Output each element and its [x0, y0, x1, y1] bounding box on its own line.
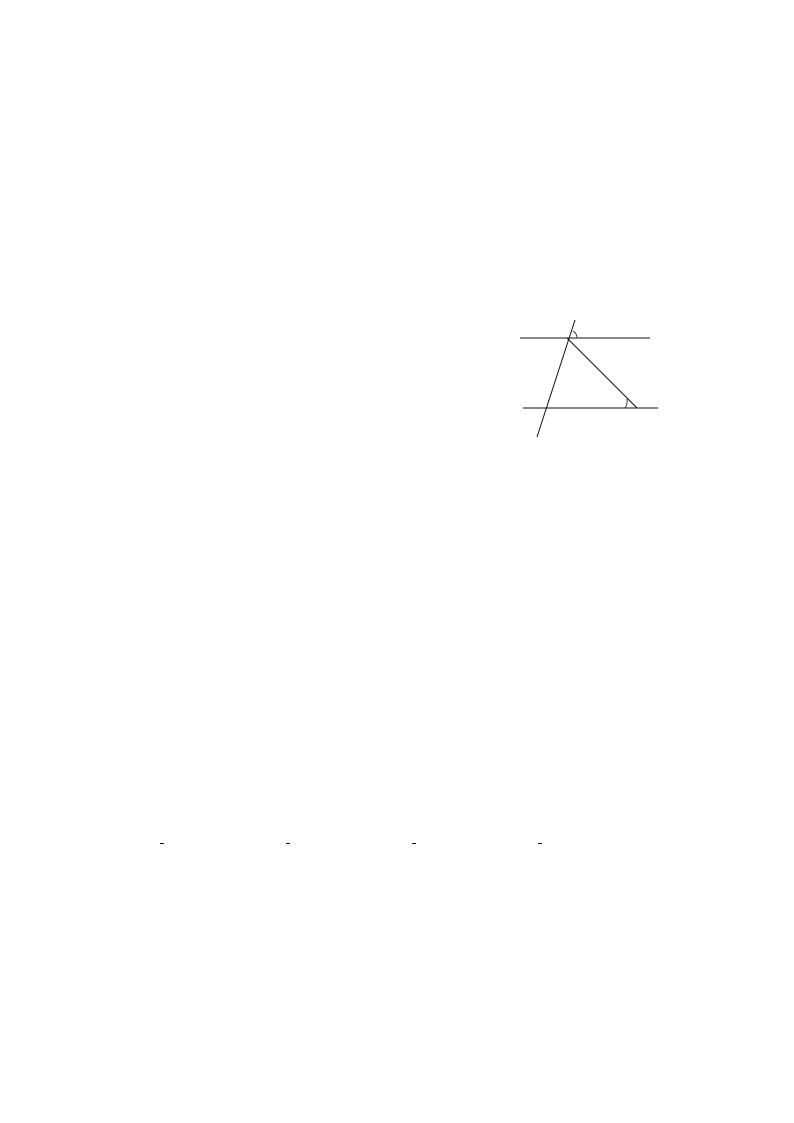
numerator	[538, 843, 542, 844]
question-2-options	[0, 190, 794, 208]
chart-group-a	[170, 600, 390, 745]
question-8-options	[0, 836, 794, 864]
question-5	[0, 313, 794, 331]
question-3	[0, 209, 794, 227]
question-8-line2	[0, 808, 794, 826]
question-8	[0, 788, 794, 806]
question-3-options	[0, 231, 794, 249]
numerator	[412, 843, 416, 844]
question-9	[0, 870, 794, 888]
chart-group-b	[400, 600, 620, 745]
angle-2-arc	[573, 331, 577, 338]
numerator	[160, 843, 164, 844]
segment-ad	[567, 338, 637, 408]
fraction-a	[160, 843, 164, 844]
fraction-c	[412, 843, 416, 844]
question-1-options	[0, 149, 794, 167]
figure-parallel-lines	[515, 315, 665, 445]
question-2	[0, 168, 794, 186]
question-4-options-row2	[0, 293, 794, 311]
option-c	[412, 836, 416, 850]
question-7	[0, 564, 794, 582]
question-6	[0, 459, 794, 477]
option-b	[286, 836, 290, 850]
angle-1-arc	[625, 399, 627, 408]
option-d	[538, 836, 542, 850]
question-4	[0, 250, 794, 268]
option-a	[160, 836, 164, 850]
fraction-b	[286, 843, 290, 844]
numerator	[286, 843, 290, 844]
fraction-d	[538, 843, 542, 844]
question-1	[0, 127, 794, 145]
question-4-options-row1	[0, 272, 794, 290]
